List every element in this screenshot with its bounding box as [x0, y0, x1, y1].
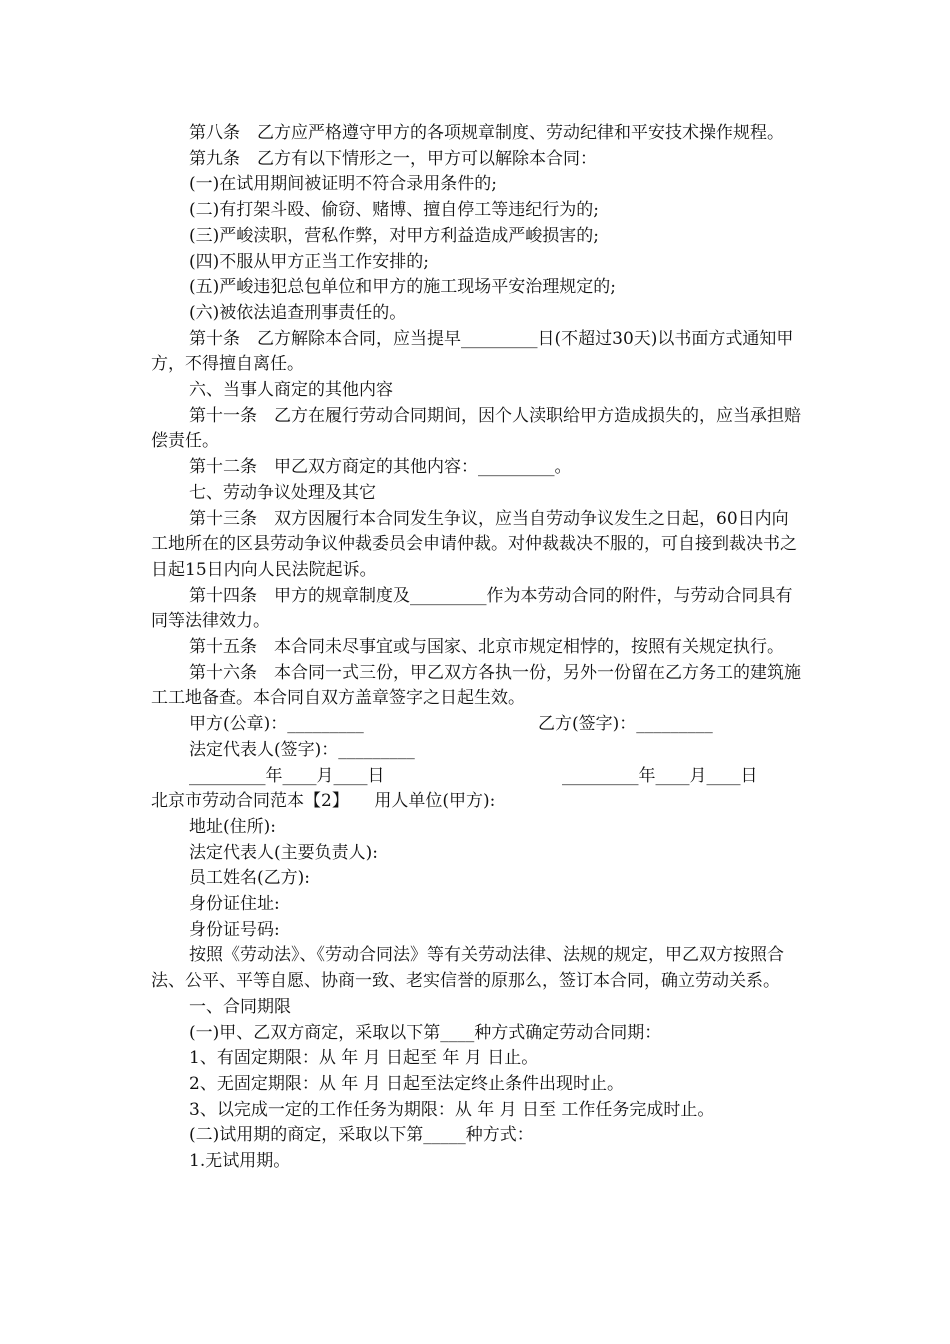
article-9-item-1: (一)在试用期间被证明不符合录用条件的;: [189, 174, 497, 195]
party-b-signature: 乙方(签字)：_________: [538, 714, 713, 735]
article-16: 第十六条 本合同一式三份，甲乙双方各执一份，另外一份留在乙方务工的建筑施工工地备查。本合同自双方盖章签字之日起生效。: [151, 662, 801, 709]
signature-row-legal-rep: [151, 738, 801, 764]
section-6-heading: 六、当事人商定的其他内容: [189, 380, 393, 401]
term-option-2: 2、无固定期限：从 年 月 日起至法定终止条件出现时止。: [189, 1073, 625, 1094]
field-id-address: 身份证住址:: [189, 894, 280, 915]
section-1-heading: 一、合同期限: [189, 996, 291, 1017]
date-party-a: _________年____月____日: [189, 765, 385, 786]
article-8: 第八条 乙方应严格遵守甲方的各项规章制度、劳动纪律和平安技术操作规程。: [189, 123, 784, 143]
field-id-number: 身份证号码:: [189, 919, 280, 940]
legal-rep-signature: 法定代表人(签字)：_________: [189, 739, 415, 760]
field-employee-name: 员工姓名(乙方):: [189, 868, 310, 889]
probation-clause: (二)试用期的商定，采取以下第_____种方式：: [189, 1125, 534, 1146]
article-9-item-2: (二)有打架斗殴、偷窃、赌博、擅自停工等违纪行为的;: [189, 200, 599, 221]
article-9: 第九条 乙方有以下情形之一，甲方可以解除本合同：: [189, 148, 597, 169]
article-9-item-3: (三)严峻渎职，营私作弊，对甲方利益造成严峻损害的;: [189, 225, 599, 246]
article-15: 第十五条 本合同未尽事宜或与国家、北京市规定相悖的，按照有关规定执行。: [189, 637, 784, 658]
field-legal-rep: 法定代表人(主要负责人):: [189, 842, 378, 863]
signature-row-dates: [151, 764, 801, 790]
term-option-3: 3、以完成一定的工作任务为期限：从 年 月 日至 工作任务完成时止。: [189, 1099, 715, 1120]
article-12: 第十二条 甲乙双方商定的其他内容：_________。: [189, 457, 572, 478]
party-a-seal: 甲方(公章)：_________: [189, 714, 364, 735]
article-10: 第十条 乙方解除本合同，应当提早_________日(不超过30天)以书面方式通知甲方，不得擅自离任。: [151, 328, 794, 375]
date-party-b: _________年____月____日: [562, 765, 758, 786]
section-7-heading: 七、劳动争议处理及其它: [189, 482, 376, 503]
term-option-1: 1、有固定期限：从 年 月 日起至 年 月 日止。: [189, 1048, 539, 1069]
article-11: 第十一条 乙方在履行劳动合同期间，因个人渎职给甲方造成损失的，应当承担赔偿责任。: [151, 405, 801, 452]
signature-row-parties: [151, 712, 801, 738]
term-clause: (一)甲、乙双方商定，采取以下第____种方式确定劳动合同期：: [189, 1022, 662, 1043]
article-13: 第十三条 双方因履行本合同发生争议，应当自劳动争议发生之日起，60日内向工地所在的区县劳动争议仲裁委员会申请仲裁。对仲裁裁决不服的，可自接到裁决书之日起15日内向人民法院起诉。: [151, 508, 797, 580]
document-page: [151, 121, 801, 1175]
article-9-item-5: (五)严峻违犯总包单位和甲方的施工现场平安治理规定的;: [189, 277, 616, 298]
preamble: 按照《劳动法》、《劳动合同法》等有关劳动法律、法规的规定，甲乙双方按照合法、公平、平等自愿、协商一致、老实信誉的原那么，签订本合同，确立劳动关系。: [151, 945, 784, 992]
probation-option-1: 1.无试用期。: [189, 1151, 291, 1172]
article-9-item-4: (四)不服从甲方正当工作安排的;: [189, 251, 429, 272]
section-2-heading: 北京市劳动合同范本【2】 用人单位(甲方):: [151, 791, 496, 812]
field-address: 地址(住所):: [189, 816, 276, 837]
article-9-item-6: (六)被依法追查刑事责任的。: [189, 302, 407, 323]
article-14: 第十四条 甲方的规章制度及_________作为本劳动合同的附件，与劳动合同具有同等法律效力。: [151, 585, 793, 632]
